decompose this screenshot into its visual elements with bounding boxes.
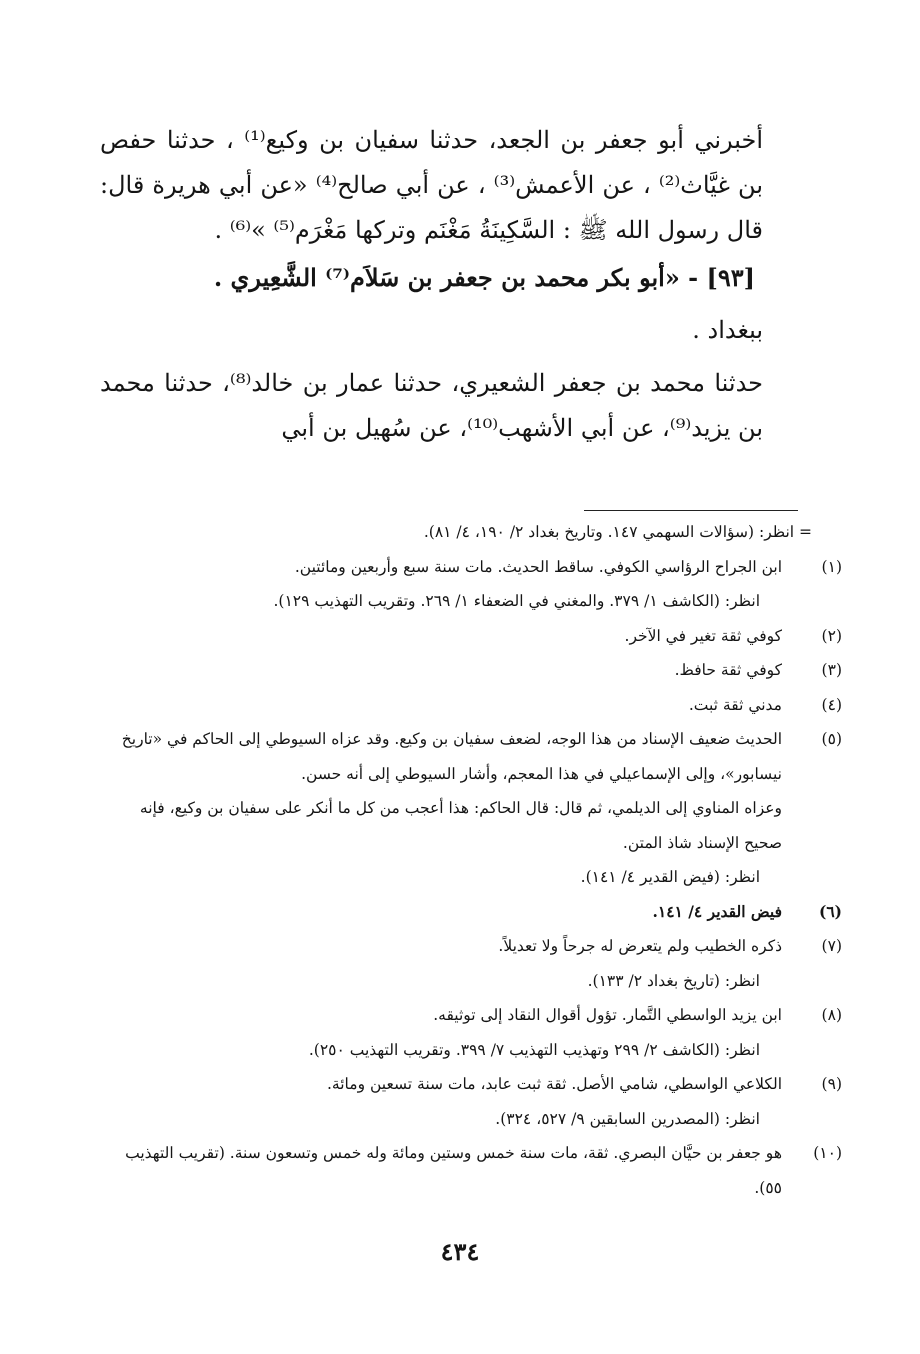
footnote-text: هو جعفر بن حيَّان البصري. ثقة، مات سنة خمس وستين ومائة وله خمس وتسعون سنة. (تقريب التهذيب ٥٥). [125,1144,782,1197]
footnote-number: (٢) [821,626,842,645]
footnote-number: (٣) [821,661,842,679]
footnote-text: ابن يزيد الواسطي التَّمار. تؤول أقوال النقاد إلى توثيقه. [433,1006,782,1024]
footnote-9-reference: انظر: (المصدرين السابقين ٩/ ٥٢٧، ٣٢٤). [495,1109,760,1128]
footnote-number: (٩) [821,1075,842,1093]
page-number: ٤٣٤ [440,1237,480,1266]
footnote-10 [100,1136,842,1205]
footnote-2 [100,619,842,654]
footnote-1 [100,550,842,585]
footnote-7 [100,929,842,964]
main-text [100,118,815,451]
footnote-7-reference: انظر: (تاريخ بغداد ٢/ ١٣٣). [587,971,760,990]
footnote-9 [100,1067,842,1102]
footnote-4 [100,688,842,723]
footnote-8 [100,998,842,1033]
footnote-5-reference: انظر: (فيض القدير ٤/ ١٤١). [580,868,760,886]
footnote-text: الحديث ضعيف الإسناد من هذا الوجه، لضعف سفيان بن وكيع. وقد عزاه السيوطي إلى الحاكم في «تاريخ نيسابور»، وإلى الإسماعيلي في هذا المعجم، وأشار السيوطي إلى أنه حسن. [121,730,782,783]
footnote-5 [100,722,842,791]
footnote-text: فيض القدير ٤/ ١٤١. [652,901,782,921]
footnote-text: ذكره الخطيب ولم يتعرض له جرحاً ولا تعديلاً. [498,937,782,955]
footnote-number: (٤) [821,695,842,714]
footnote-divider [584,510,798,511]
entry-heading: [٩٣] - «أبو بكر محمد بن جعفر بن سَلاَم⁽⁷⁾ الشَّعِيري . [213,263,755,292]
footnote-3 [100,653,842,688]
footnote-continuation: = انظر: (سؤالات السهمي ١٤٧. وتاريخ بغداد ٢/ ١٩٠، ٤/ ٨١). [423,523,812,541]
footnote-8-reference: انظر: (الكاشف ٢/ ٢٩٩ وتهذيب التهذيب ٧/ ٣٩٩. وتقريب التهذيب ٢٥٠). [308,1040,760,1059]
footnote-5-continued: وعزاه المناوي إلى الديلمي، ثم قال: قال الحاكم: هذا أعجب من كل ما أنكر على سفيان بن وكيع، فإنه صحيح الإسناد شاذ المتن. [139,799,782,852]
footnote-number: (١) [821,557,842,576]
footnote-6 [100,895,842,930]
footnote-1-reference: انظر: (الكاشف ١/ ٣٧٩. والمغني في الضعفاء ١/ ٢٦٩. وتقريب التهذيب ١٢٩). [273,592,760,610]
footnote-number: (٧) [821,937,842,955]
footnote-text: كوفي ثقة حافظ. [674,661,782,679]
footnotes [100,515,842,1205]
footnote-number: (١٠) [813,1144,842,1162]
footnote-text: ابن الجراح الرؤاسي الكوفي. ساقط الحديث. مات سنة سبع وأربعين ومائتين. [294,557,782,576]
footnote-number: (٨) [821,1006,842,1024]
footnote-number: (٥) [821,730,842,748]
hadith-paragraph-1: أخبرني أبو جعفر بن الجعد، حدثنا سفيان بن وكيع⁽¹⁾ ، حدثنا حفص بن غيَّاث⁽²⁾ ، عن الأعمش⁽³⁾ ، عن أبي صالح⁽⁴⁾ «عن أبي هريرة قال: قال رسول الله ﷺ : السَّكِينَةُ مَغْنَم وتركها مَغْرَم⁽⁵⁾ »⁽⁶⁾ . [100,126,763,244]
entry-city: ببغداد . [692,316,763,344]
hadith-paragraph-2: حدثنا محمد بن جعفر الشعيري، حدثنا عمار بن خالد⁽⁸⁾، حدثنا محمد بن يزيد⁽⁹⁾، عن أبي الأشهب⁽¹⁰⁾، عن سُهيل بن أبي [100,369,764,442]
footnote-text: الكلاعي الواسطي، شامي الأصل. ثقة ثبت عابد، مات سنة تسعين ومائة. [327,1075,782,1093]
footnote-number: (٦) [818,901,842,921]
footnote-text: مدني ثقة ثبت. [688,695,782,714]
footnote-text: كوفي ثقة تغير في الآخر. [624,626,782,645]
